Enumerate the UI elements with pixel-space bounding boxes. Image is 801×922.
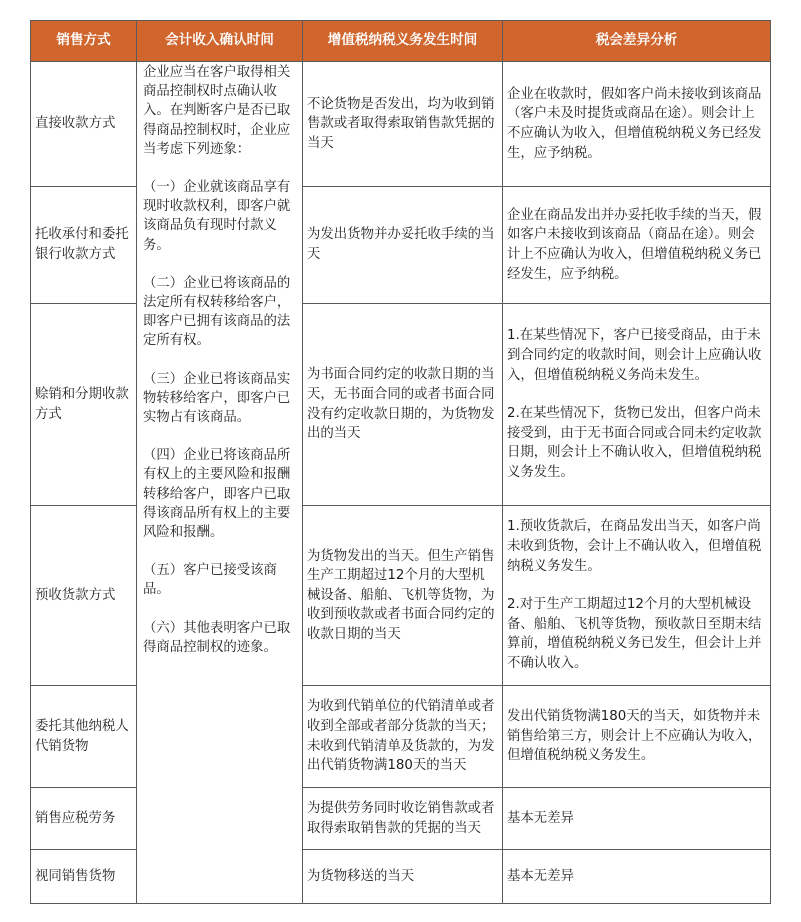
vat-time-cell: 为货物发出的当天。但生产销售生产工期超过12个月的大型机械设备、船舶、飞机等货物，为收到预收款或者书面合同约定的收款日期的当天 [303,506,503,686]
difference-text: 企业在商品发出并办妥托收手续的当天，假如客户未接收到该商品（商品在途）。则会计上不应确认为收入，但增值税纳税义务已经发生，应予纳税。 [507,207,762,282]
table-header-row [31,21,771,62]
sales-method-cell: 直接收款方式 [31,62,137,187]
accounting-paragraph: （二）企业已将该商品的法定所有权转移给客户，即客户已拥有该商品的法定所有权。 [143,275,291,349]
difference-text: 基本无差异 [507,868,574,884]
difference-cell [503,62,771,187]
vat-time-cell: 为货物移送的当天 [303,850,503,904]
accounting-paragraph: （五）客户已接受该商品。 [143,563,277,598]
header-sales-method: 销售方式 [31,21,137,62]
sales-method-cell: 预收货款方式 [31,506,137,686]
difference-cell [503,850,771,904]
difference-cell [503,187,771,304]
difference-text: 1.预收货款后，在商品发出当天，如客户尚未收到货物，会计上不确认收入，但增值税纳税义务发生。 [507,519,762,574]
accounting-paragraph: （四）企业已将该商品所有权上的主要风险和报酬转移给客户，即客户已取得该商品所有权上的主要风险和报酬。 [143,448,291,541]
header-accounting-recognition-time: 会计收入确认时间 [137,21,303,62]
header-tax-accounting-difference: 税会差异分析 [503,21,771,62]
table-row [31,62,771,187]
difference-cell [503,788,771,850]
sales-method-cell: 销售应税劳务 [31,788,137,850]
difference-cell [503,304,771,506]
sales-method-cell: 视同销售货物 [31,850,137,904]
sales-method-cell: 托收承付和委托银行收款方式 [31,187,137,304]
vat-time-cell: 为提供劳务同时收讫销售款或者取得索取销售款的凭据的当天 [303,788,503,850]
difference-text: 2.对于生产工期超过12个月的大型机械设备、船舶、飞机等货物，预收款日至期末结算前，增值税纳税义务已发生，但会计上并不确认收入。 [507,597,762,671]
accounting-paragraph: （六）其他表明客户已取得商品控制权的迹象。 [143,620,291,655]
vat-time-cell: 为发出货物并办妥托收手续的当天 [303,187,503,304]
sales-method-cell: 赊销和分期收款方式 [31,304,137,506]
accounting-paragraph: 企业应当在客户取得相关商品控制权时点确认收入。在判断客户是否已取得商品控制权时，企业应当考虑下列迹象： [143,65,291,157]
accounting-paragraph: （一）企业就该商品享有现时收款权利，即客户就该商品负有现时付款义务。 [143,180,291,253]
difference-text: 发出代销货物满180天的当天，如货物并未销售给第三方，则会计上不应确认为收入，但增值税纳税义务发生。 [507,709,762,764]
vat-time-cell: 不论货物是否发出，均为收到销售款或者取得索取销售款凭据的当天 [303,62,503,187]
difference-text: 企业在收款时，假如客户尚未接收到该商品（客户未及时提货或商品在途）。则会计上不应确认为收入，但增值税纳税义务已经发生，应予纳税。 [507,86,762,161]
difference-text: 2.在某些情况下，货物已发出，但客户尚未接受到，由于无书面合同或合同未约定收款日期，则会计上不确认收入，但增值税纳税义务发生。 [507,406,762,480]
accounting-recognition-cell [137,62,303,904]
vat-time-cell: 为收到代销单位的代销清单或者收到全部或者部分货款的当天；未收到代销清单及货款的，为发出代销货物满180天的当天 [303,686,503,788]
difference-cell [503,686,771,788]
difference-cell [503,506,771,686]
header-vat-obligation-time: 增值税纳税义务发生时间 [303,21,503,62]
difference-text: 1.在某些情况下，客户已接受商品，由于未到合同约定的收款时间，则会计上应确认收入，但增值税纳税义务尚未发生。 [507,328,762,383]
tax-accounting-comparison-table [30,20,771,904]
vat-time-cell: 为书面合同约定的收款日期的当天，无书面合同的或者书面合同没有约定收款日期的，为货物发出的当天 [303,304,503,506]
difference-text: 基本无差异 [507,810,574,826]
sales-method-cell: 委托其他纳税人代销货物 [31,686,137,788]
accounting-paragraph: （三）企业已将该商品实物转移给客户，即客户已实物占有该商品。 [143,371,291,426]
